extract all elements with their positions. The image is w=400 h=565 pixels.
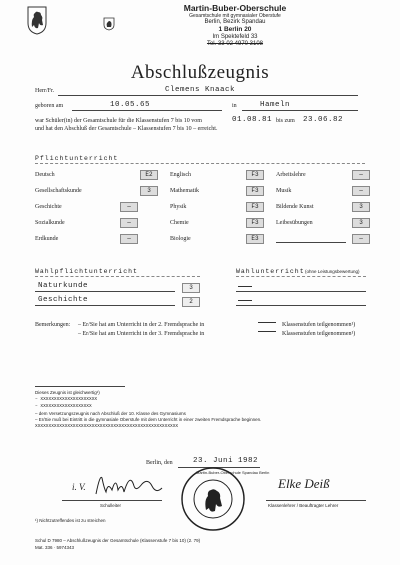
- birth-date: 10.05.65: [110, 101, 151, 109]
- school-subtitle: Gesamtschule mit gymnasialer Oberstufe: [189, 13, 281, 19]
- place-label: Berlin, den: [146, 460, 173, 466]
- grade-box: —: [352, 234, 370, 244]
- grade-box: —: [120, 202, 138, 212]
- remark-line-1-end: Klassenstufen teilgenommen¹): [282, 322, 356, 328]
- equivalence-line: – dem Versetzungszeugnis nach Abschluß der 10. Klasse des Gymnasiums: [35, 411, 186, 416]
- school-header: [120, 3, 350, 48]
- wahl-dash: [238, 300, 252, 301]
- bis-label: bis zum: [276, 118, 295, 124]
- wahl-dash: [238, 286, 252, 287]
- grade-box: F3: [246, 170, 264, 180]
- grade-box: F3: [246, 186, 264, 196]
- grade-box: F3: [246, 202, 264, 212]
- subject-name: Biologie: [170, 236, 191, 242]
- remark-line-2-end: Klassenstufen teilgenommen¹): [282, 331, 356, 337]
- school-city: 1 Berlin 20: [218, 26, 252, 33]
- subject-name: Leibesübungen: [276, 220, 313, 226]
- name-line: [58, 95, 358, 96]
- seal-text: Martin-Buber-Oberschule Spandau Berlin: [196, 470, 270, 475]
- left-signature-line: [62, 500, 162, 501]
- grade-box: 2: [182, 297, 200, 307]
- wahlpflicht-rule: [35, 276, 200, 277]
- grade-box: E2: [140, 170, 158, 180]
- grade-box: —: [352, 186, 370, 196]
- in-label: in: [232, 103, 237, 109]
- attendance-to: 23.06.82: [303, 116, 344, 124]
- subject-name: Mathematik: [170, 188, 199, 194]
- school-district: Berlin, Bezirk Spandau: [204, 19, 266, 25]
- student-name: Clemens Knaack: [165, 86, 236, 94]
- wahl-line: [236, 305, 366, 306]
- equivalence-intro: Dieses Zeugnis ist gleichwertig¹): [35, 390, 100, 395]
- signing-date: 23. Juni 1982: [193, 457, 259, 465]
- grade-box: F3: [246, 218, 264, 228]
- subject-name: Arbeitslehre: [276, 172, 306, 178]
- equivalence-line: XXXXXXXXXXXXXXXXXXXXXXXXXXXXXXXXXXXXXXXXXXXXXXXXXXXXX: [35, 424, 179, 429]
- subject-name: Bildende Kunst: [276, 204, 314, 210]
- subject-name: Chemie: [170, 220, 189, 226]
- equivalence-line: – XXXXXXXXXXXXXXXXXXX: [35, 404, 92, 409]
- grade-box: —: [120, 234, 138, 244]
- berlin-bear-logo: [26, 5, 48, 35]
- remark-line-1: – Er/Sie hat am Unterricht in der 2. Fremdsprache in: [78, 322, 205, 328]
- attendance-from: 01.08.81: [232, 116, 273, 124]
- small-bear-emblem: [103, 17, 115, 31]
- principal-role: Schulleiter: [100, 503, 122, 508]
- birth-date-line: [72, 110, 222, 111]
- form-code: Mat. 336 · 5974343: [35, 545, 75, 550]
- wahlpflicht-line: [35, 291, 175, 292]
- grade-box: —: [120, 218, 138, 228]
- right-signature-line: [266, 500, 366, 501]
- wahlpflicht-subject: Geschichte: [38, 296, 89, 304]
- teacher-signature: Elke Deiß: [278, 476, 330, 491]
- principal-signature: [92, 468, 172, 500]
- subject-name: Englisch: [170, 172, 191, 178]
- equivalence-rule: [35, 386, 125, 387]
- attendance-text: war Schüler(in) der Gesamtschule für die Klassenstufen 7 bis 10 vom: [35, 118, 202, 124]
- grade-box: E3: [246, 234, 264, 244]
- birth-place: Hameln: [260, 101, 291, 109]
- remark-dash: [258, 331, 276, 332]
- subject-name: Geschichte: [35, 204, 62, 210]
- attendance-result: und hat den Abschluß der Gesamtschule – Klassenstufen 7 bis 10 – erreicht.: [35, 126, 218, 132]
- born-label: geboren am: [35, 103, 64, 109]
- blank-subject-line: [276, 242, 346, 243]
- teacher-role: Klassenlehrer / Beauftragter Lehrer: [268, 503, 339, 508]
- pflicht-rule: [35, 163, 365, 164]
- grade-box: 3: [182, 283, 200, 293]
- subject-name: Deutsch: [35, 172, 55, 178]
- wahl-heading: Wahlunterricht: [236, 268, 305, 275]
- remark-line-2: – Er/Sie hat am Unterricht in der 3. Fremdsprache in: [78, 331, 205, 337]
- remarks-label: Bemerkungen:: [35, 322, 71, 328]
- wahl-line: [236, 291, 366, 292]
- wahlpflicht-subject: Naturkunde: [38, 282, 89, 290]
- grade-box: 3: [352, 218, 370, 228]
- equivalence-line: – XXXXXXXXXXXXXXXXXXXXX: [35, 397, 98, 402]
- school-phone: Tel. 33 02 4970 3108: [206, 41, 264, 47]
- birth-place-line: [242, 110, 358, 111]
- salutation-label: Herr/Fr.: [35, 88, 55, 94]
- pflicht-heading: Pflichtunterricht: [35, 155, 119, 162]
- grade-box: 3: [140, 186, 158, 196]
- wahl-rule: [236, 276, 366, 277]
- signature-prefix: i. V.: [72, 482, 86, 492]
- equivalence-line: – Er/Sie muß bei Eintritt in die gymnasiale Oberstufe mit dem Unterricht in einer zweiten Fremdsprache beginnen.: [35, 417, 262, 422]
- subject-name: Physik: [170, 204, 187, 210]
- subject-name: Musik: [276, 188, 292, 194]
- wahl-note: (ohne Leistungsbewertung): [305, 269, 360, 274]
- school-name: Martin-Buber-Oberschule: [183, 3, 287, 13]
- footnote: ¹) Nichtzutreffendes ist zu streichen: [35, 518, 106, 523]
- remark-dash: [258, 322, 276, 323]
- official-seal: [180, 466, 246, 532]
- certificate-title: Abschlußzeugnis: [130, 62, 270, 83]
- grade-box: 3: [352, 202, 370, 212]
- school-address: Im Spektefeld 33: [212, 34, 258, 40]
- form-number: Schul D 7980 – Abschlußzeugnis der Gesamtschule (Klassenstufe 7 bis 10) (2. 79): [35, 538, 201, 543]
- subject-name: Gesellschaftskunde: [35, 188, 82, 194]
- wahlpflicht-line: [35, 305, 175, 306]
- subject-name: Erdkunde: [35, 236, 59, 242]
- subject-name: Sozialkunde: [35, 220, 65, 226]
- wahlpflicht-heading: Wahlpflichtunterricht: [35, 268, 138, 275]
- grade-box: —: [352, 170, 370, 180]
